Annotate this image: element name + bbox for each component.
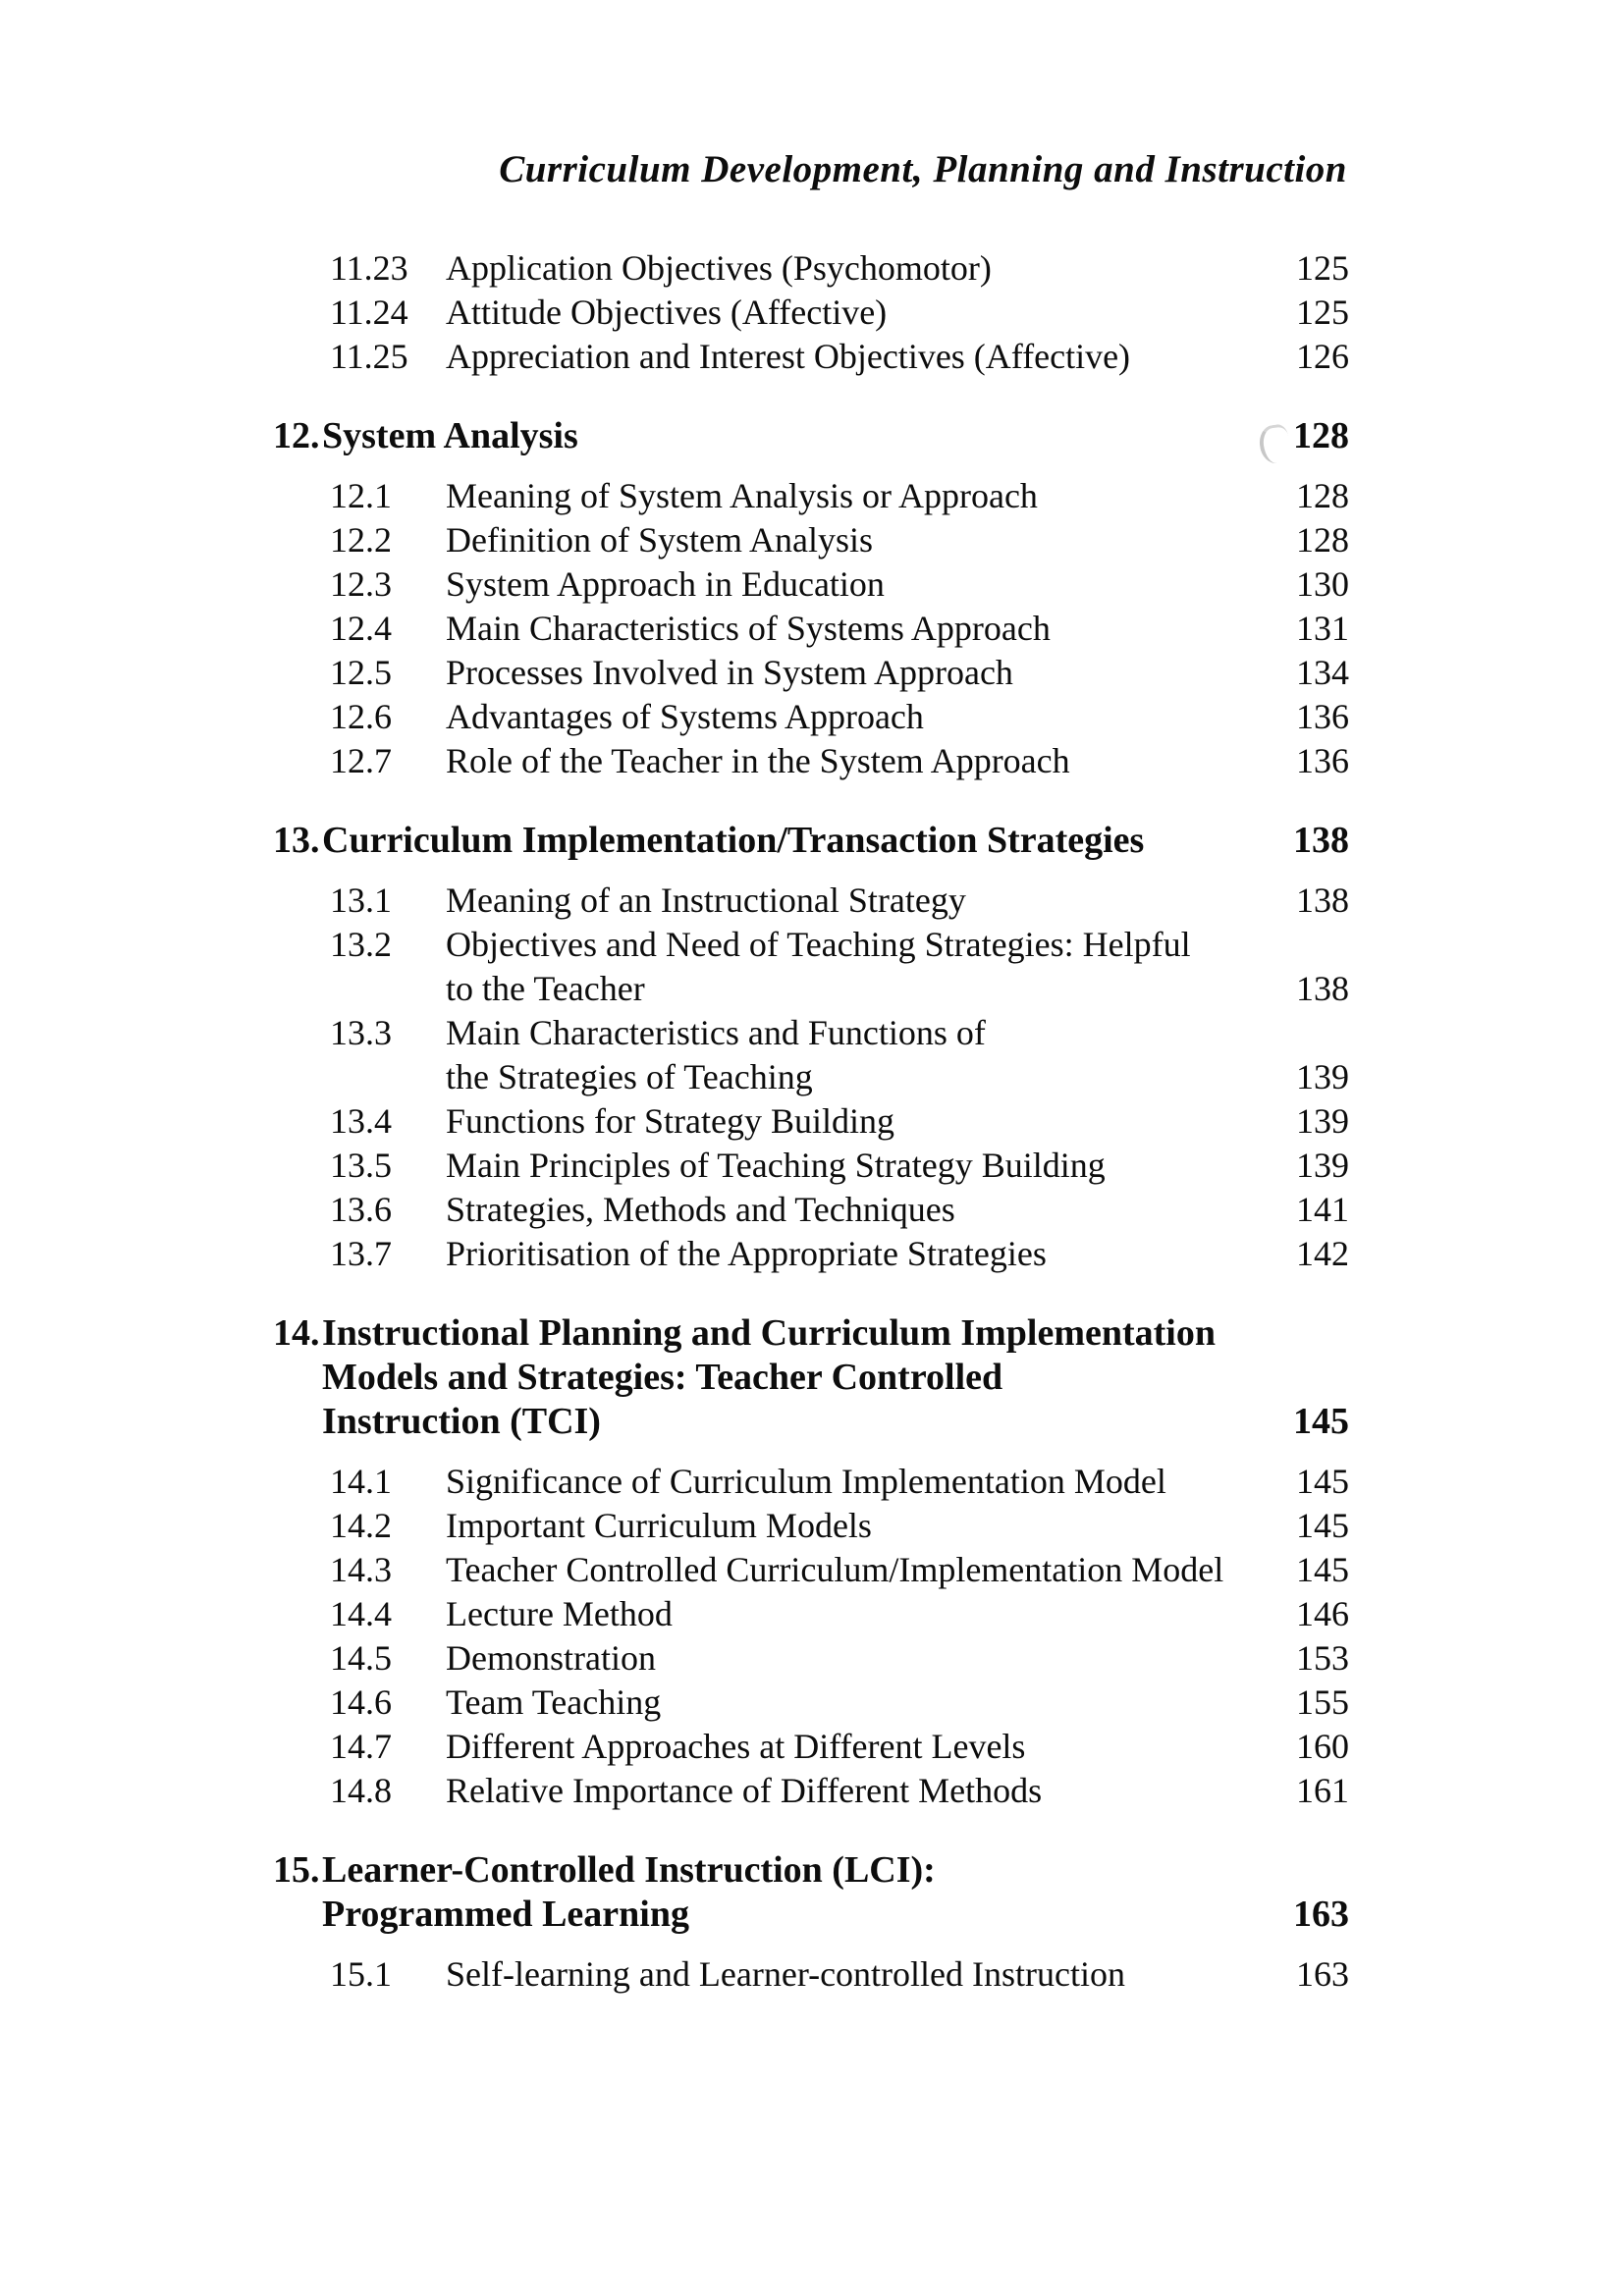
toc-entry <box>273 1188 1349 1232</box>
toc-entry-title: Functions for Strategy Building <box>446 1101 894 1141</box>
toc-entry-page: 131 <box>1296 609 1349 648</box>
toc-entry-number: 14.4 <box>330 1594 392 1633</box>
toc-entry <box>273 1725 1349 1769</box>
section-title: Curriculum Implementation/Transaction Strategies <box>322 820 1145 861</box>
page-header: Curriculum Development, Planning and Instruction <box>499 148 1347 190</box>
toc-entry-title-line: Objectives and Need of Teaching Strategies: Helpful <box>446 925 1191 964</box>
toc-entry <box>273 1144 1349 1188</box>
toc-entry-title: Important Curriculum Models <box>446 1506 872 1545</box>
toc-entry-page: 145 <box>1296 1462 1349 1501</box>
chapter-11-items <box>273 246 1349 379</box>
toc-entry-number: 13.6 <box>330 1190 392 1229</box>
toc-entry-title-line: the Strategies of Teaching <box>446 1057 813 1096</box>
toc-entry-title: Significance of Curriculum Implementation Model <box>446 1462 1166 1501</box>
toc-entry <box>273 474 1349 518</box>
toc-entry-number: 11.25 <box>330 337 408 376</box>
toc-entry-page: 142 <box>1296 1234 1349 1273</box>
toc-entry-title: Attitude Objectives (Affective) <box>446 293 888 332</box>
toc-entry <box>273 1952 1349 1997</box>
toc-entry-title-line: Main Characteristics and Functions of <box>446 1013 986 1052</box>
toc-entry-number: 12.5 <box>330 653 392 692</box>
toc-entry-title <box>446 923 1271 1011</box>
section-number: 12. <box>273 415 320 456</box>
toc-entry <box>273 335 1349 379</box>
section-heading <box>273 819 1349 863</box>
toc-entry <box>273 1681 1349 1725</box>
toc-entry <box>273 1636 1349 1681</box>
section-12 <box>273 414 1349 783</box>
toc-entry-number: 13.5 <box>330 1146 392 1185</box>
toc-entry-title: Advantages of Systems Approach <box>446 697 924 736</box>
section-13 <box>273 819 1349 1276</box>
section-title-line: Learner-Controlled Instruction (LCI): <box>322 1849 936 1891</box>
toc-entry-title: Role of the Teacher in the System Approach <box>446 741 1070 780</box>
toc-entry-page: 128 <box>1296 520 1349 560</box>
toc-entry-number: 14.7 <box>330 1727 392 1766</box>
toc-entry-title: Team Teaching <box>446 1682 662 1722</box>
toc-entry <box>273 1769 1349 1813</box>
toc-entry-title: Self-learning and Learner-controlled Instruction <box>446 1954 1125 1994</box>
toc-entry-page: 161 <box>1296 1771 1349 1810</box>
toc-entry-title: Demonstration <box>446 1638 656 1678</box>
toc-entry-page: 155 <box>1296 1682 1349 1722</box>
toc-entry-page: 138 <box>1296 969 1349 1008</box>
toc-entry-page: 130 <box>1296 564 1349 604</box>
toc-entry <box>273 739 1349 783</box>
section-heading <box>273 414 1349 458</box>
section-heading <box>273 1311 1349 1444</box>
toc-entry-title: Processes Involved in System Approach <box>446 653 1013 692</box>
toc-entry-title: Different Approaches at Different Levels <box>446 1727 1026 1766</box>
table-of-contents <box>273 246 1349 1997</box>
toc-entry-number: 11.23 <box>330 248 408 288</box>
toc-entry-number: 14.5 <box>330 1638 392 1678</box>
toc-entry-title: Application Objectives (Psychomotor) <box>446 248 992 288</box>
toc-entry-title: Meaning of an Instructional Strategy <box>446 881 966 920</box>
toc-entry-page: 153 <box>1296 1638 1349 1678</box>
toc-entry-title <box>446 1011 1271 1099</box>
toc-entry-number: 11.24 <box>330 293 408 332</box>
toc-entry-title: System Approach in Education <box>446 564 885 604</box>
toc-entry <box>273 1592 1349 1636</box>
toc-entry-page: 139 <box>1296 1057 1349 1096</box>
toc-entry-title: Definition of System Analysis <box>446 520 873 560</box>
toc-entry-number: 14.8 <box>330 1771 392 1810</box>
toc-entry-page: 139 <box>1296 1101 1349 1141</box>
toc-entry-page: 138 <box>1296 881 1349 920</box>
toc-entry-number: 15.1 <box>330 1954 392 1994</box>
toc-entry-title: Prioritisation of the Appropriate Strategies <box>446 1234 1047 1273</box>
toc-entry-number: 12.2 <box>330 520 392 560</box>
section-number: 14. <box>273 1312 320 1354</box>
section-title-line: Instruction (TCI) <box>322 1401 601 1442</box>
toc-entry-page: 146 <box>1296 1594 1349 1633</box>
toc-entry-page: 128 <box>1296 476 1349 515</box>
section-title <box>322 1848 1271 1937</box>
section-14 <box>273 1311 1349 1813</box>
toc-entry-title: Lecture Method <box>446 1594 673 1633</box>
toc-entry <box>273 1011 1349 1099</box>
section-title-line: Instructional Planning and Curriculum Implementation <box>322 1312 1216 1354</box>
toc-entry-page: 141 <box>1296 1190 1349 1229</box>
section-title: System Analysis <box>322 415 578 456</box>
toc-entry-number: 12.3 <box>330 564 392 604</box>
toc-entry-title: Main Characteristics of Systems Approach <box>446 609 1051 648</box>
toc-entry <box>273 695 1349 739</box>
toc-entry-number: 13.3 <box>330 1013 392 1052</box>
toc-entry-number: 14.3 <box>330 1550 392 1589</box>
section-title <box>322 1311 1271 1444</box>
section-page: 163 <box>1293 1894 1349 1935</box>
toc-entry-title: Meaning of System Analysis or Approach <box>446 476 1038 515</box>
toc-entry-page: 125 <box>1296 248 1349 288</box>
toc-entry-number: 14.2 <box>330 1506 392 1545</box>
toc-entry-title: Strategies, Methods and Techniques <box>446 1190 955 1229</box>
section-15 <box>273 1848 1349 1997</box>
toc-entry-number: 14.6 <box>330 1682 392 1722</box>
toc-entry-title: Appreciation and Interest Objectives (Affective) <box>446 337 1131 376</box>
toc-entry-page: 160 <box>1296 1727 1349 1766</box>
toc-entry <box>273 607 1349 651</box>
toc-entry <box>273 518 1349 562</box>
toc-entry-page: 126 <box>1296 337 1349 376</box>
toc-entry <box>273 879 1349 923</box>
section-number: 13. <box>273 820 320 861</box>
toc-entry <box>273 1548 1349 1592</box>
toc-entry <box>273 562 1349 607</box>
section-number: 15. <box>273 1849 320 1891</box>
toc-entry <box>273 246 1349 291</box>
toc-entry-page: 134 <box>1296 653 1349 692</box>
toc-entry <box>273 1232 1349 1276</box>
toc-entry-title: Main Principles of Teaching Strategy Building <box>446 1146 1106 1185</box>
toc-entry-page: 145 <box>1296 1550 1349 1589</box>
section-page: 138 <box>1293 820 1349 861</box>
toc-entry-number: 13.4 <box>330 1101 392 1141</box>
toc-entry <box>273 651 1349 695</box>
section-page: 145 <box>1293 1401 1349 1442</box>
toc-entry-title: Relative Importance of Different Methods <box>446 1771 1043 1810</box>
toc-entry-number: 13.7 <box>330 1234 392 1273</box>
section-title-line: Programmed Learning <box>322 1894 689 1935</box>
toc-entry <box>273 291 1349 335</box>
toc-entry-number: 12.7 <box>330 741 392 780</box>
section-page: 128 <box>1293 415 1349 456</box>
toc-entry-page: 125 <box>1296 293 1349 332</box>
toc-entry-number: 12.4 <box>330 609 392 648</box>
toc-entry-title: Teacher Controlled Curriculum/Implementation Model <box>446 1550 1224 1589</box>
toc-entry-number: 12.1 <box>330 476 392 515</box>
toc-entry-page: 145 <box>1296 1506 1349 1545</box>
toc-entry-page: 163 <box>1296 1954 1349 1994</box>
toc-entry-title-line: to the Teacher <box>446 969 645 1008</box>
toc-entry-page: 136 <box>1296 697 1349 736</box>
toc-entry-number: 13.2 <box>330 925 392 964</box>
toc-entry-page: 136 <box>1296 741 1349 780</box>
toc-entry-number: 14.1 <box>330 1462 392 1501</box>
toc-entry <box>273 1099 1349 1144</box>
toc-entry <box>273 1504 1349 1548</box>
toc-entry <box>273 1460 1349 1504</box>
toc-entry-page: 139 <box>1296 1146 1349 1185</box>
section-heading <box>273 1848 1349 1937</box>
toc-entry <box>273 923 1349 1011</box>
toc-entry-number: 13.1 <box>330 881 392 920</box>
section-title-line: Models and Strategies: Teacher Controlled <box>322 1357 1003 1398</box>
toc-entry-number: 12.6 <box>330 697 392 736</box>
